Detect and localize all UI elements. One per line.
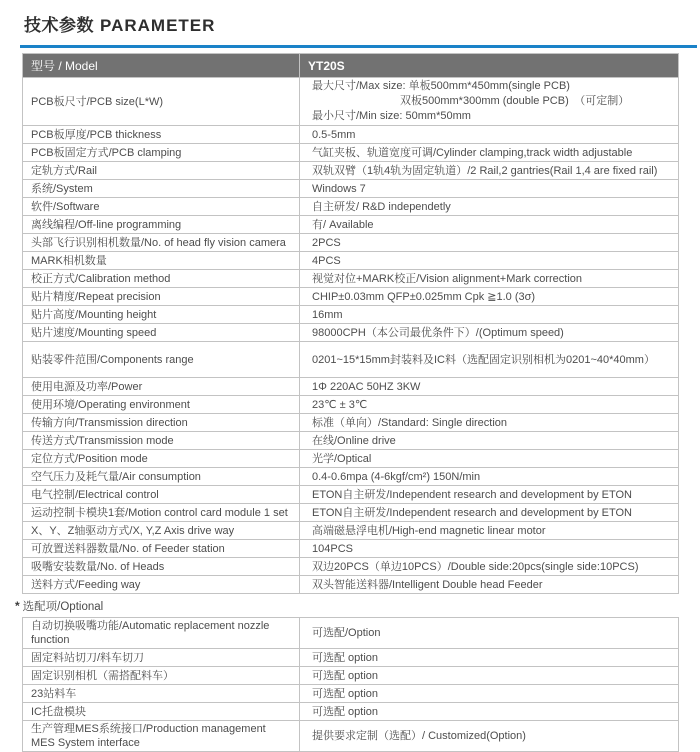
spec-label: 贴片速度/Mounting speed xyxy=(23,324,300,342)
spec-value: 提供要求定制（选配）/ Customized(Option) xyxy=(300,721,679,752)
spec-value: 光学/Optical xyxy=(300,450,679,468)
spec-label: 贴片精度/Repeat precision xyxy=(23,288,300,306)
table-row xyxy=(23,468,679,486)
spec-value: ETON自主研发/Independent research and development by ETON xyxy=(300,504,679,522)
table-row xyxy=(23,576,679,594)
spec-label: 离线编程/Off-line programming xyxy=(23,216,300,234)
table-row xyxy=(23,558,679,576)
spec-value: 23℃ ± 3℃ xyxy=(300,396,679,414)
spec-value: 98000CPH（本公司最优条件下）/(Optimum speed) xyxy=(300,324,679,342)
spec-label: IC托盘模块 xyxy=(23,703,300,721)
parameter-table xyxy=(22,53,679,594)
spec-label: 传输方向/Transmission direction xyxy=(23,414,300,432)
table-row xyxy=(23,522,679,540)
spec-value: 0.4-0.6mpa (4-6kgf/cm²) 150N/min xyxy=(300,468,679,486)
spec-label: 空气压力及耗气量/Air consumption xyxy=(23,468,300,486)
table-row xyxy=(23,126,679,144)
spec-value: 可选配 option xyxy=(300,685,679,703)
spec-value: Windows 7 xyxy=(300,180,679,198)
spec-label: 使用电源及功率/Power xyxy=(23,378,300,396)
spec-value: 104PCS xyxy=(300,540,679,558)
spec-label: 软件/Software xyxy=(23,198,300,216)
table-row xyxy=(23,180,679,198)
spec-value: 可选配 option xyxy=(300,667,679,685)
table-row xyxy=(23,432,679,450)
table-row xyxy=(23,288,679,306)
table-row xyxy=(23,342,679,378)
spec-value: 在线/Online drive xyxy=(300,432,679,450)
spec-label: 运动控制卡模块1套/Motion control card module 1 set xyxy=(23,504,300,522)
table-row xyxy=(23,618,679,649)
spec-value: 0.5-5mm xyxy=(300,126,679,144)
spec-value: 双头智能送料器/Intelligent Double head Feeder xyxy=(300,576,679,594)
spec-value: 高端磁悬浮电机/High-end magnetic linear motor xyxy=(300,522,679,540)
spec-value: 1Φ 220AC 50HZ 3KW xyxy=(300,378,679,396)
spec-label: 固定料站切刀/料车切刀 xyxy=(23,649,300,667)
table-row xyxy=(23,396,679,414)
spec-label: 可放置送料器数量/No. of Feeder station xyxy=(23,540,300,558)
page-title-zh: 技术参数 xyxy=(24,16,94,35)
table-row xyxy=(23,504,679,522)
spec-value: 0201~15*15mm封装料及IC料（选配固定识别相机为0201~40*40mm） xyxy=(300,342,679,378)
optional-section-label: 选配项/Optional xyxy=(22,601,104,613)
spec-label: PCB板厚度/PCB thickness xyxy=(23,126,300,144)
table-row xyxy=(23,649,679,667)
spec-value: 视觉对位+MARK校正/Vision alignment+Mark correction xyxy=(300,270,679,288)
spec-label: 生产管理MES系统接口/Production management MES System interface xyxy=(23,721,300,752)
table-row xyxy=(23,540,679,558)
table-row xyxy=(23,144,679,162)
spec-label: PCB板固定方式/PCB clamping xyxy=(23,144,300,162)
table-row xyxy=(23,78,679,126)
asterisk-marker: * xyxy=(15,599,20,613)
table-row xyxy=(23,378,679,396)
page-title xyxy=(24,11,700,36)
spec-label: 校正方式/Calibration method xyxy=(23,270,300,288)
table-row xyxy=(23,667,679,685)
spec-label: 23站料车 xyxy=(23,685,300,703)
spec-value: 可选配 option xyxy=(300,649,679,667)
spec-label: 自动切换吸嘴功能/Automatic replacement nozzle function xyxy=(23,618,300,649)
spec-value: 有/ Available xyxy=(300,216,679,234)
table-row xyxy=(23,270,679,288)
spec-label: 贴装零件范围/Components range xyxy=(23,342,300,378)
spec-value-line: 最小尺寸/Min size: 50mm*50mm xyxy=(312,110,471,122)
table-row xyxy=(23,721,679,752)
spec-value xyxy=(300,78,679,126)
spec-label: X、Y、Z轴驱动方式/X, Y,Z Axis drive way xyxy=(23,522,300,540)
spec-label: 固定识别相机（需搭配料车） xyxy=(23,667,300,685)
spec-value: 双边20PCS（单边10PCS）/Double side:20pcs(single side:10PCS) xyxy=(300,558,679,576)
spec-value: 2PCS xyxy=(300,234,679,252)
spec-label: 电气控制/Electrical control xyxy=(23,486,300,504)
model-value-header: YT20S xyxy=(300,54,679,78)
spec-value: ETON自主研发/Independent research and development by ETON xyxy=(300,486,679,504)
spec-label: 头部飞行识别相机数量/No. of head fly vision camera xyxy=(23,234,300,252)
spec-value: 16mm xyxy=(300,306,679,324)
accent-divider-line xyxy=(20,45,697,48)
spec-value: 双轨双臂（1轨4轨为固定轨道）/2 Rail,2 gantries(Rail 1,4 are fixed rail) xyxy=(300,162,679,180)
spec-value: 标准（单向）/Standard: Single direction xyxy=(300,414,679,432)
table-row xyxy=(23,685,679,703)
table-row xyxy=(23,234,679,252)
spec-value: 自主研发/ R&D independetly xyxy=(300,198,679,216)
table-row xyxy=(23,486,679,504)
spec-label: 吸嘴安装数量/No. of Heads xyxy=(23,558,300,576)
spec-value: 可选配 option xyxy=(300,703,679,721)
table-row xyxy=(23,703,679,721)
table-row xyxy=(23,162,679,180)
spec-value-line: 最大尺寸/Max size: 单板500mm*450mm(single PCB) xyxy=(312,80,570,92)
spec-value: 可选配/Option xyxy=(300,618,679,649)
spec-value: 4PCS xyxy=(300,252,679,270)
table-row xyxy=(23,216,679,234)
table-row xyxy=(23,324,679,342)
spec-label: PCB板尺寸/PCB size(L*W) xyxy=(23,78,300,126)
table-row xyxy=(23,252,679,270)
spec-label: 定位方式/Position mode xyxy=(23,450,300,468)
model-column-header: 型号 / Model xyxy=(23,54,300,78)
spec-label: 送料方式/Feeding way xyxy=(23,576,300,594)
table-row xyxy=(23,450,679,468)
spec-label: 贴片高度/Mounting height xyxy=(23,306,300,324)
optional-table xyxy=(22,617,679,752)
spec-label: 传送方式/Transmission mode xyxy=(23,432,300,450)
optional-section-heading xyxy=(15,598,700,614)
spec-value-line: 双板500mm*300mm (double PCB) （可定制） xyxy=(400,95,630,107)
page-header xyxy=(24,11,700,36)
spec-value: CHIP±0.03mm QFP±0.025mm Cpk ≧1.0 (3σ) xyxy=(300,288,679,306)
spec-value: 气缸夹板、轨道宽度可调/Cylinder clamping,track width adjustable xyxy=(300,144,679,162)
spec-label: 定轨方式/Rail xyxy=(23,162,300,180)
table-header-row xyxy=(23,54,679,78)
table-row xyxy=(23,198,679,216)
spec-label: MARK相机数量 xyxy=(23,252,300,270)
table-row xyxy=(23,414,679,432)
spec-label: 系统/System xyxy=(23,180,300,198)
table-row xyxy=(23,306,679,324)
spec-label: 使用环境/Operating environment xyxy=(23,396,300,414)
page-title-en: PARAMETER xyxy=(100,16,216,35)
